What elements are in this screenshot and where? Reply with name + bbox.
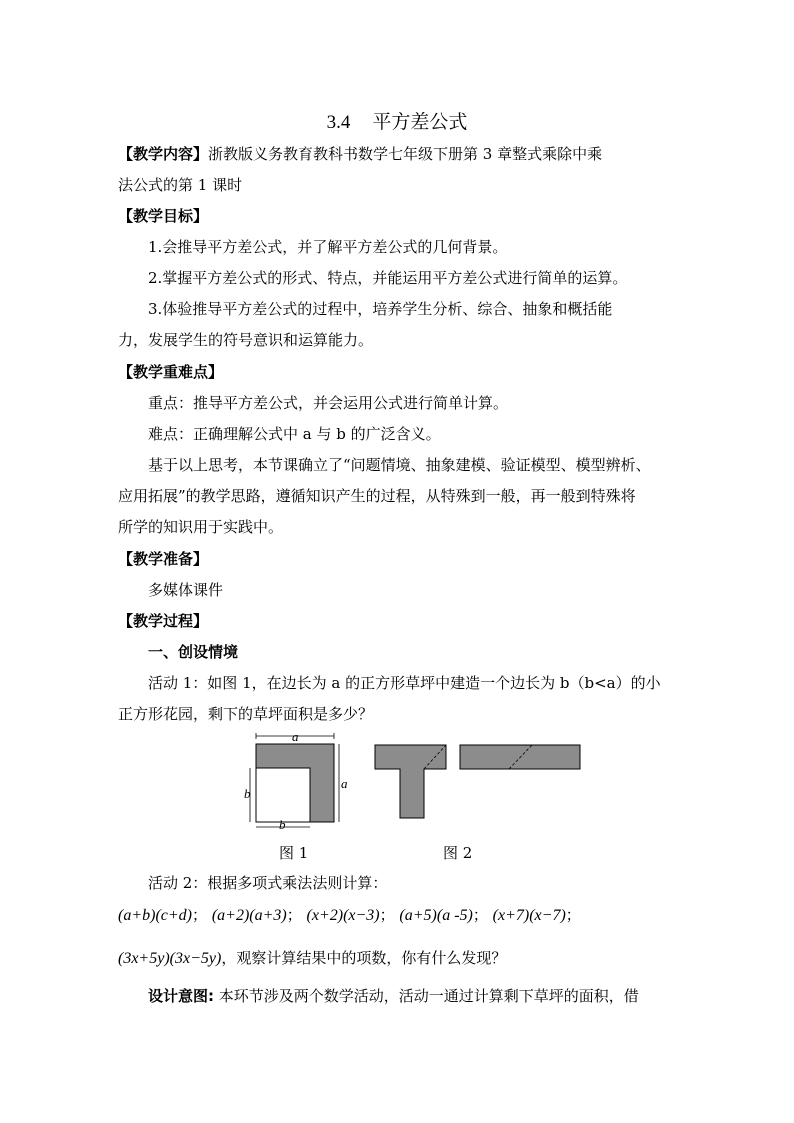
objective-2: 2.掌握平方差公式的形式、特点，并能运用平方差公式进行简单的运算。 xyxy=(148,269,628,287)
expression-3: (x+2)(x−3) xyxy=(306,907,380,924)
section-number: 3.4 xyxy=(326,112,351,133)
small-square xyxy=(256,768,310,822)
section-heading-1: 一、创设情境 xyxy=(148,643,239,661)
difficulty-text: 难点：正确理解公式中 a 与 b 的广泛含义。 xyxy=(148,425,441,443)
label-a-side: a xyxy=(341,776,348,791)
separator: ； xyxy=(192,906,208,924)
figure-2-caption: 图 2 xyxy=(443,844,473,862)
figure-2 xyxy=(372,742,584,822)
content-line-1 xyxy=(118,144,602,164)
activity-1-line-1: 活动 1：如图 1，在边长为 a 的正方形草坪中建造一个边长为 b（b<a）的小 xyxy=(148,674,661,692)
expression-4: (a+5)(a -5) xyxy=(399,907,473,924)
l-shape-cut xyxy=(375,745,446,818)
label-b-bottom: b xyxy=(279,817,286,830)
content-line-2: 法公式的第 1 课时 xyxy=(118,176,243,194)
content-text-1: 浙教版义务教育教科书数学七年级下册第 3 章整式乘除中乘 xyxy=(208,145,603,163)
focus-text: 重点：推导平方差公式，并会运用公式进行简单计算。 xyxy=(148,394,509,412)
key-points-label: 【教学重难点】 xyxy=(118,363,224,381)
page-title xyxy=(0,107,794,134)
figure-1-caption: 图 1 xyxy=(279,844,309,862)
label-a-top: a xyxy=(292,730,299,744)
design-para-2: 应用拓展”的教学思路，遵循知识产生的过程，从特殊到一般，再一般到特殊将 xyxy=(118,487,636,505)
expression-1: (a+b)(c+d) xyxy=(118,907,193,924)
expression-2: (a+2)(a+3) xyxy=(211,907,287,924)
figure-1 xyxy=(240,730,350,830)
question-text: ，观察计算结果中的项数，你有什么发现？ xyxy=(221,949,507,967)
label-b-side: b xyxy=(244,786,251,801)
design-intent-label: 设计意图: xyxy=(148,987,214,1005)
objective-3-cont: 力，发展学生的符号意识和运算能力。 xyxy=(118,331,374,349)
process-label: 【教学过程】 xyxy=(118,612,209,630)
preparation-label: 【教学准备】 xyxy=(118,550,209,568)
expression-line-1 xyxy=(118,905,581,926)
expression-line-2 xyxy=(118,948,506,969)
separator: ； xyxy=(472,906,488,924)
objective-3: 3.体验推导平方差公式的过程中，培养学生分析、综合、抽象和概括能 xyxy=(148,300,613,318)
preparation-text: 多媒体课件 xyxy=(148,581,224,599)
separator: ； xyxy=(379,906,395,924)
separator: ； xyxy=(565,906,581,924)
objectives-label: 【教学目标】 xyxy=(118,207,209,225)
expression-5: (x+7)(x−7) xyxy=(492,907,566,924)
design-intent-line xyxy=(148,986,639,1006)
title-text: 平方差公式 xyxy=(372,111,468,133)
design-intent-text: 本环节涉及两个数学活动，活动一通过计算剩下草坪的面积，借 xyxy=(214,987,639,1005)
content-label: 【教学内容】 xyxy=(118,145,209,163)
expression-6: (3x+5y)(3x−5y) xyxy=(118,950,222,967)
design-para-1: 基于以上思考，本节课确立了“问题情境、抽象建模、验证模型、模型辨析、 xyxy=(148,456,651,474)
objective-1: 1.会推导平方差公式，并了解平方差公式的几何背景。 xyxy=(148,238,508,256)
design-para-3: 所学的知识用于实践中。 xyxy=(118,518,284,536)
activity-2-text: 活动 2：根据多项式乘法法则计算： xyxy=(148,874,388,892)
activity-1-line-2: 正方形花园，剩下的草坪面积是多少？ xyxy=(118,705,374,723)
separator: ； xyxy=(286,906,302,924)
